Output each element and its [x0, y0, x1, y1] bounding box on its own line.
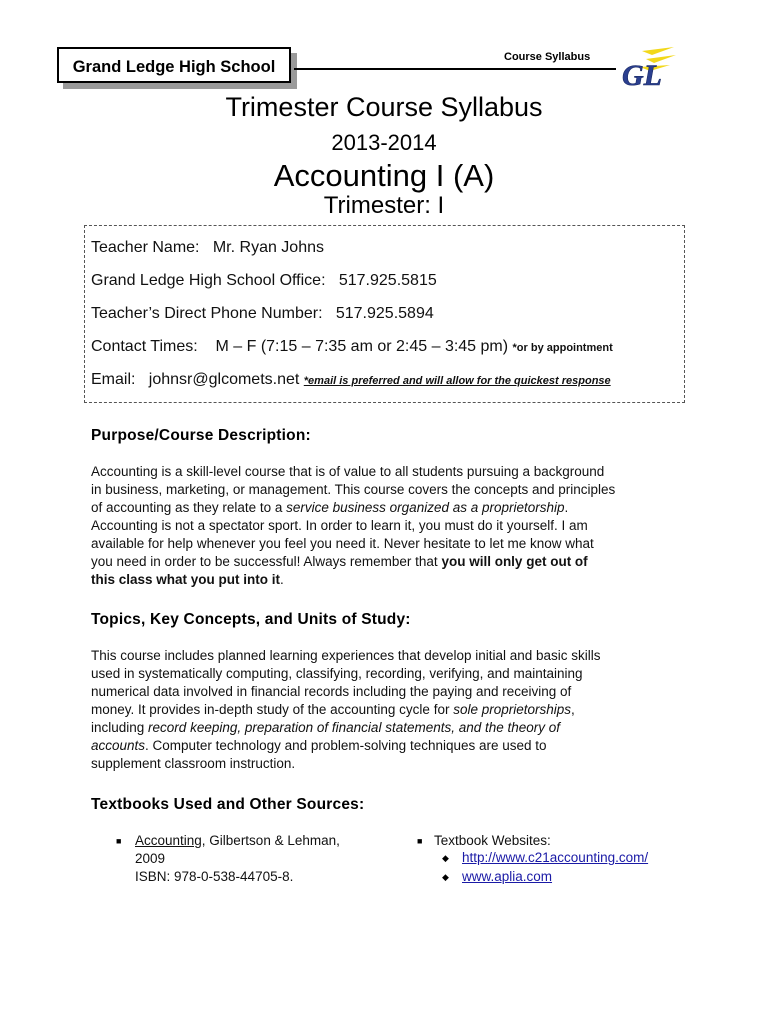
textbook-authors: , Gilbertson & Lehman,	[201, 833, 340, 848]
topics-line: used in systematically computing, classifying, recording, verifying, and maintaining	[91, 666, 583, 681]
contact-times-value: M – F (7:15 – 7:35 am or 2:45 – 3:45 pm)	[215, 338, 509, 355]
office-phone-label: Grand Ledge High School Office:	[91, 272, 326, 289]
direct-phone-value: 517.925.5894	[335, 305, 434, 322]
italic-run: accounts	[91, 738, 146, 753]
purpose-line: Accounting is not a spectator sport. In order to learn it, you must do it yourself. I am	[91, 518, 588, 533]
textbook-isbn: ISBN: 978-0-538-44705-8.	[135, 869, 294, 884]
c21accounting-link[interactable]: http://www.c21accounting.com/	[462, 850, 649, 865]
office-phone-line	[91, 272, 437, 290]
office-phone-value: 517.925.5815	[338, 272, 437, 289]
teacher-name-value: Mr. Ryan Johns	[212, 239, 324, 256]
text-run: of accounting as they relate to a	[91, 500, 287, 515]
email-line	[91, 371, 611, 389]
diamond-bullet-icon: ◆	[442, 872, 449, 882]
text-run: . Computer technology and problem-solving techniques are used to	[145, 738, 547, 753]
bold-run: you will only get out of	[441, 554, 588, 569]
textbook-entry	[135, 832, 395, 886]
direct-phone-label: Teacher’s Direct Phone Number:	[91, 305, 323, 322]
italic-run: sole proprietorships	[453, 702, 572, 717]
purpose-line	[91, 553, 691, 571]
appointment-note: *or by appointment	[512, 342, 613, 354]
text-run: including	[91, 720, 149, 735]
gl-comets-logo	[612, 45, 676, 93]
contact-times-label: Contact Times:	[91, 338, 198, 355]
teacher-name-label: Teacher Name:	[91, 239, 200, 256]
square-bullet-icon: ■	[417, 836, 423, 846]
italic-run: service business organized as a proprietorship	[286, 500, 565, 515]
text-run: money. It provides in-depth study of the accounting cycle for	[91, 702, 454, 717]
school-name: Grand Ledge High School	[72, 58, 276, 76]
purpose-line: in business, marketing, or management. This course covers the concepts and principles	[91, 482, 616, 497]
contact-times-line	[91, 338, 613, 356]
topics-line	[91, 737, 691, 755]
email-label: Email:	[91, 371, 136, 388]
topics-line	[91, 719, 691, 737]
school-name-box	[57, 47, 291, 83]
purpose-line	[91, 571, 691, 589]
text-run: ,	[571, 702, 575, 717]
logo-text: GL	[622, 59, 662, 92]
text-run: you need in order to be successful! Always remember that	[91, 554, 442, 569]
square-bullet-icon: ■	[116, 836, 122, 846]
topics-paragraph	[91, 647, 691, 773]
topics-line: This course includes planned learning experiences that develop initial and basic skills	[91, 648, 601, 663]
topics-heading: Topics, Key Concepts, and Units of Study:	[91, 611, 411, 628]
textbook-year: 2009	[135, 851, 166, 866]
textbook-title: Accounting	[135, 833, 202, 848]
header-rule	[294, 68, 616, 70]
topics-line: numerical data involved in financial records including the paying and receiving of	[91, 684, 572, 699]
text-run: .	[564, 500, 569, 515]
topics-line	[91, 701, 691, 719]
course-name: Accounting I (A)	[273, 158, 495, 193]
purpose-line: Accounting is a skill-level course that is of value to all students pursuing a background	[91, 464, 605, 479]
purpose-heading: Purpose/Course Description:	[91, 427, 311, 444]
course-syllabus-label: Course Syllabus	[504, 51, 591, 63]
topics-line: supplement classroom instruction.	[91, 756, 296, 771]
school-year: 2013-2014	[331, 130, 437, 155]
textbooks-heading: Textbooks Used and Other Sources:	[91, 796, 365, 813]
purpose-line: available for help whenever you feel you need it. Never hesitate to let me know what	[91, 536, 594, 551]
teacher-name-line	[91, 239, 324, 257]
textbook-title-line	[135, 832, 395, 850]
trimester-label: Trimester: I	[323, 192, 445, 219]
purpose-paragraph	[91, 463, 691, 589]
email-note: *email is preferred and will allow for the quickest response	[303, 375, 611, 387]
aplia-link[interactable]: www.aplia.com	[462, 869, 553, 884]
email-value[interactable]: johnsr@glcomets.net	[148, 371, 300, 388]
bold-run: this class what you put into it	[91, 572, 281, 587]
text-run: .	[280, 572, 284, 587]
websites-label: Textbook Websites:	[434, 833, 551, 848]
purpose-line	[91, 499, 691, 517]
italic-run: record keeping, preparation of financial statements, and the theory of	[148, 720, 561, 735]
diamond-bullet-icon: ◆	[442, 853, 449, 863]
direct-phone-line	[91, 305, 434, 323]
syllabus-title: Trimester Course Syllabus	[225, 92, 543, 122]
